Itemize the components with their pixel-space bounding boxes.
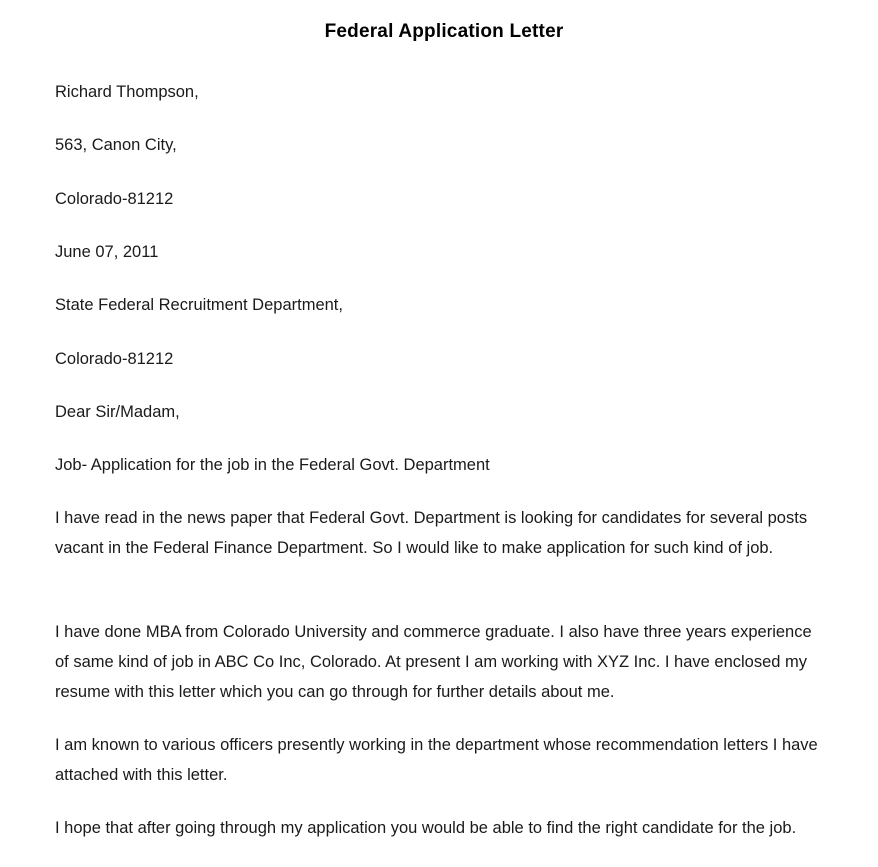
recipient-city: Colorado-81212 [55, 350, 174, 368]
paragraph-2: I have done MBA from Colorado University and commerce graduate. I also have three years experience of same kind of job in ABC Co Inc, Colorado. At present I am working with XYZ Inc. I have enclosed my resume with this letter which you can go through for further details about me. [55, 623, 812, 701]
paragraph-4: I hope that after going through my application you would be able to find the right candidate for the job. [55, 819, 797, 837]
salutation: Dear Sir/Madam, [55, 403, 180, 421]
recipient-department: State Federal Recruitment Department, [55, 296, 343, 314]
document-title: Federal Application Letter [324, 21, 564, 42]
paragraph-3: I am known to various officers presently working in the department whose recommendation letters I have attached with this letter. [55, 736, 818, 784]
paragraph-1: I have read in the news paper that Federal Govt. Department is looking for candidates for several posts vacant in the Federal Finance Department. So I would like to make application for such kind of job. [55, 509, 808, 557]
sender-name: Richard Thompson, [55, 83, 199, 101]
letter-date: June 07, 2011 [55, 243, 159, 261]
sender-street: 563, Canon City, [55, 136, 177, 154]
sender-city: Colorado-81212 [55, 190, 174, 208]
subject-line: Job- Application for the job in the Federal Govt. Department [55, 456, 490, 474]
